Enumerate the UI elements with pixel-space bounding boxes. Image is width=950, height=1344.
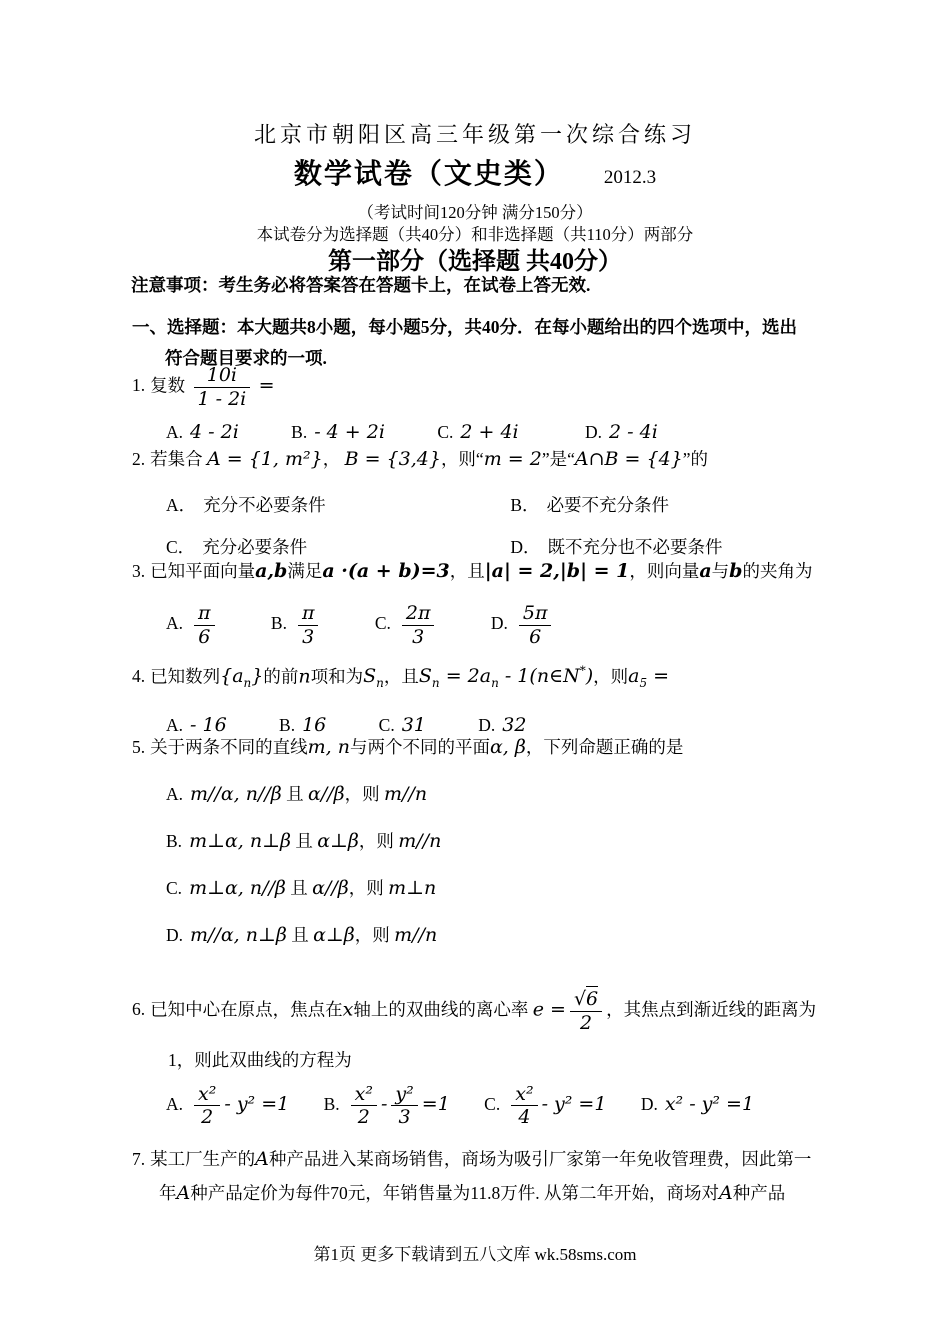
question-1-stem [132, 362, 880, 413]
option-label: A. [166, 1093, 184, 1114]
fraction-numerator: x² [351, 1083, 377, 1107]
math-text: a [628, 665, 640, 688]
question-number: 7. [132, 1149, 146, 1169]
option-label: D． [510, 537, 541, 557]
fraction-denominator: 2 [201, 1106, 214, 1129]
option-a [166, 602, 219, 648]
fraction-numerator [570, 988, 602, 1012]
question-text: 种产品定价为每件70元，年销售量为11.8万件. 从第二年开始，商场对 [190, 1183, 719, 1203]
radical-sign: √ [573, 988, 587, 1010]
option-b [132, 826, 880, 856]
question-7-line2 [132, 1176, 880, 1210]
math-text: - 1(n∈N [498, 665, 580, 688]
a5-expression [628, 665, 670, 691]
sequence-notation [220, 665, 264, 691]
option-label: C. [437, 421, 454, 442]
fraction-numerator: x² [194, 1083, 220, 1107]
option-value: 4 - 2i [190, 420, 239, 443]
math-statement: m//α, n//β [190, 783, 282, 805]
question-5 [132, 732, 880, 950]
question-3-options [132, 600, 880, 651]
fraction-denominator: 4 [518, 1106, 531, 1129]
pi-fraction [519, 602, 552, 649]
hyperbola-fraction [391, 1083, 417, 1130]
question-text: 已知平面向量 [150, 561, 256, 581]
question-7-line1 [132, 1142, 880, 1176]
option-value: 16 [302, 714, 327, 737]
question-text: 已知中心在原点，焦点在 [150, 999, 343, 1020]
fraction-denominator: 1 - 2i [197, 387, 247, 410]
math-statement: m//n [398, 830, 442, 852]
option-label: B. [270, 613, 287, 634]
fraction-numerator: y² [391, 1083, 417, 1107]
question-text: 项和为 [310, 666, 364, 687]
option-c [484, 1082, 607, 1129]
question-number: 1. [132, 375, 146, 396]
option-value: 2 + 4i [460, 420, 519, 443]
option-label: B. [279, 715, 296, 736]
math-statement: α//β [308, 783, 345, 805]
conjunction: 且 [286, 784, 304, 804]
option-value: 充分必要条件 [202, 537, 308, 557]
math-statement: m//α, n⊥β [190, 924, 287, 946]
product-a-variable: A [255, 1148, 269, 1170]
exam-title: 北京市朝阳区高三年级第一次综合练习 [253, 122, 696, 147]
notice-text: 注意事项：考生务必将答案答在答题卡上，在试卷上答无效. [131, 275, 591, 295]
complex-fraction [194, 364, 251, 411]
comma: ， [322, 449, 341, 469]
math-statement: m//n [384, 783, 428, 805]
connector-text: ”的 [682, 449, 709, 469]
fraction-denominator: 3 [412, 625, 425, 648]
option-value: 2 - 4i [609, 420, 658, 443]
option-label: D. [490, 613, 508, 634]
subscript: n [376, 676, 384, 691]
option-c [374, 602, 439, 648]
option-label: D. [166, 925, 184, 945]
option-value: 既不充分也不必要条件 [547, 537, 723, 557]
conjunction: 且 [290, 878, 308, 898]
option-label: A． [166, 495, 197, 515]
option-value: 必要不充分条件 [546, 495, 670, 515]
radicand: 6 [586, 988, 599, 1010]
exam-subtitle-row [0, 152, 950, 192]
math-statement: α⊥β [317, 830, 359, 852]
math-text: = [647, 665, 670, 688]
question-2-options-row1 [132, 490, 880, 520]
question-text: ，且 [449, 561, 485, 581]
equation-rest: =1 [421, 1092, 450, 1115]
question-text: 的夹角为 [742, 561, 813, 581]
exam-parts-info: 本试卷分为选择题（共40分）和非选择题（共110分）两部分 [256, 225, 694, 244]
equals-sign: = [258, 374, 275, 397]
question-number: 5. [132, 737, 146, 757]
pi-fraction [402, 602, 435, 649]
question-1 [132, 362, 880, 447]
fraction-numerator: 10i [194, 364, 251, 388]
subscript: n [491, 676, 499, 691]
recurrence-formula [418, 664, 594, 691]
page-footer: 第1页 更多下载请到五八文库 wk.58sms.com [313, 1245, 637, 1264]
question-text: ，则 [593, 666, 629, 687]
exam-date: 2012.3 [603, 167, 657, 188]
lines-mn: m, n [307, 736, 350, 758]
sn-notation [363, 665, 384, 691]
option-b [323, 1082, 450, 1129]
question-text: ，下列命题正确的是 [525, 737, 684, 757]
option-a [132, 779, 880, 809]
fraction-numerator: π [298, 602, 319, 626]
math-text: = 2a [439, 665, 492, 688]
question-text: 轴上的双曲线的离心率 [353, 999, 529, 1020]
question-7 [132, 1142, 880, 1210]
question-2 [132, 444, 880, 562]
option-value: 32 [502, 714, 527, 737]
question-text: 若集合 [150, 449, 203, 469]
question-number: 3. [132, 561, 146, 581]
vectors-ab: a,b [255, 560, 288, 582]
n-variable: n [298, 665, 311, 688]
superscript: * [579, 664, 586, 678]
fraction-numerator: 2π [402, 602, 435, 626]
question-text: 种产品进入某商场销售，商场为吸引厂家第一年免收管理费，因此第一 [268, 1149, 812, 1169]
option-b [510, 490, 850, 520]
option-label: D. [585, 421, 603, 442]
connector-text: ，则 [354, 925, 390, 945]
math-statement: α⊥β [313, 924, 355, 946]
question-6 [132, 986, 880, 1131]
question-text: 关于两条不同的直线 [150, 737, 308, 757]
dot-product-expression: a ·(a + b)=3 [322, 560, 450, 582]
option-a [166, 422, 239, 442]
question-text: 与 [711, 561, 730, 581]
question-5-stem [132, 732, 880, 762]
m-equals-expression: m = 2 [483, 448, 542, 470]
option-label: C. [484, 1093, 501, 1114]
connector-text: ，则“ [440, 449, 484, 469]
exam-subtitle: 数学试卷（文史类） [293, 159, 564, 190]
option-label: D. [640, 1093, 658, 1114]
question-4-stem [132, 656, 880, 698]
math-statement: m//n [394, 924, 438, 946]
fraction-denominator: 2 [579, 1011, 593, 1034]
exam-time-info: （考试时间120分钟 满分150分） [357, 203, 593, 222]
option-a [166, 490, 506, 520]
option-label: C． [166, 537, 196, 557]
question-text: 满足 [287, 561, 323, 581]
hyperbola-fraction [351, 1083, 377, 1130]
question-text: 复数 [150, 375, 186, 396]
question-6-stem [132, 986, 880, 1037]
connector-text: ，则 [344, 784, 380, 804]
eccentricity-fraction [570, 988, 602, 1035]
question-number: 6. [132, 999, 146, 1020]
intersection-expression: A∩B = {4} [574, 448, 683, 470]
question-text: 种产品 [732, 1183, 786, 1203]
connector-text: ，则 [358, 831, 394, 851]
option-label: C. [378, 715, 395, 736]
question-text: 已知数列 [150, 666, 221, 687]
subscript: n [431, 676, 440, 691]
option-value: x² - y² =1 [664, 1092, 755, 1115]
section-title: 第一部分（选择题 共40分） [328, 249, 622, 275]
option-b [270, 602, 323, 648]
math-text: {a [220, 665, 244, 688]
option-d [641, 1094, 754, 1114]
question-text: 的前 [263, 666, 299, 687]
option-label: A. [166, 715, 184, 736]
option-label: A. [166, 784, 184, 804]
option-b [291, 422, 385, 442]
equation-rest: - y² =1 [541, 1092, 607, 1115]
conjunction: 且 [295, 831, 313, 851]
question-6-stem-line2: 1，则此双曲线的方程为 [168, 1049, 352, 1070]
option-d [490, 602, 556, 648]
set-a-expression: A = {1, m²} [207, 448, 323, 470]
fraction-denominator: 6 [198, 625, 211, 648]
fraction-numerator: π [194, 602, 215, 626]
math-text: S [363, 665, 377, 688]
hyperbola-fraction [511, 1083, 537, 1130]
option-d [585, 422, 658, 442]
question-text: ，则向量 [629, 561, 700, 581]
equation-rest: - y² =1 [224, 1092, 290, 1115]
option-label: B. [291, 421, 308, 442]
option-label: B. [323, 1093, 340, 1114]
option-label: C. [374, 613, 391, 634]
math-text: } [251, 665, 264, 688]
instructions-line1: 一、选择题：本大题共8小题，每小题5分，共40分．在每小题给出的四个选项中，选出 [132, 317, 797, 337]
question-text: 与两个不同的平面 [349, 737, 490, 757]
math-statement: α//β [312, 877, 349, 899]
question-3 [132, 556, 880, 651]
product-a-variable: A [718, 1182, 733, 1204]
option-value: - 4 + 2i [314, 420, 385, 443]
connector-text: ，则 [348, 878, 384, 898]
question-4 [132, 656, 880, 740]
question-text: ，其焦点到渐近线的距离为 [606, 999, 817, 1020]
hyperbola-fraction [194, 1083, 220, 1130]
vector-a: a [699, 560, 712, 582]
question-number: 2. [132, 449, 146, 469]
option-d [132, 920, 880, 950]
instructions-line2: 符合题目要求的一项. [165, 348, 327, 368]
x-variable: x [342, 998, 354, 1021]
fraction-numerator: x² [511, 1083, 537, 1107]
option-c [437, 422, 518, 442]
planes-alpha-beta: α, β [489, 736, 526, 758]
math-statement: m⊥n [388, 877, 437, 899]
question-text: 年 [159, 1183, 177, 1203]
fraction-denominator: 3 [302, 625, 315, 648]
subscript: n [243, 676, 252, 691]
set-b-expression: B = {3,4} [344, 448, 441, 470]
option-label: B. [166, 831, 183, 851]
option-c [132, 873, 880, 903]
option-label: D. [478, 715, 496, 736]
option-label: A. [166, 613, 184, 634]
vector-b: b [729, 560, 743, 582]
product-a-variable: A [176, 1182, 191, 1204]
fraction-numerator: 5π [519, 602, 552, 626]
math-statement: m⊥α, n⊥β [189, 830, 291, 852]
question-text: ，且 [383, 666, 419, 687]
fraction-denominator: 2 [357, 1106, 370, 1129]
option-value: - 16 [190, 714, 227, 737]
magnitude-expression: |a| = 2,|b| = 1 [484, 560, 630, 582]
minus-sign: - [381, 1092, 388, 1115]
question-6-options [132, 1081, 880, 1132]
option-a [166, 1082, 290, 1129]
question-text: 某工厂生产的 [150, 1149, 256, 1169]
question-3-stem [132, 556, 880, 586]
fraction-denominator: 3 [398, 1106, 411, 1129]
option-value: 31 [401, 714, 426, 737]
option-label: C. [166, 878, 183, 898]
option-value: 充分不必要条件 [203, 495, 326, 515]
question-1-options [132, 417, 880, 447]
option-label: A. [166, 421, 184, 442]
subscript: 5 [639, 676, 648, 691]
math-text: S [418, 665, 432, 688]
math-statement: m⊥α, n//β [189, 877, 286, 899]
pi-fraction [194, 602, 215, 649]
connector-text: ”是“ [541, 449, 575, 469]
option-label: B． [510, 495, 540, 515]
question-number: 4. [132, 666, 146, 687]
eccentricity-lhs: e = [532, 998, 566, 1021]
math-text: ) [585, 665, 594, 688]
fraction-denominator: 6 [529, 625, 542, 648]
conjunction: 且 [291, 925, 309, 945]
question-2-stem [132, 444, 880, 474]
pi-fraction [298, 602, 319, 649]
